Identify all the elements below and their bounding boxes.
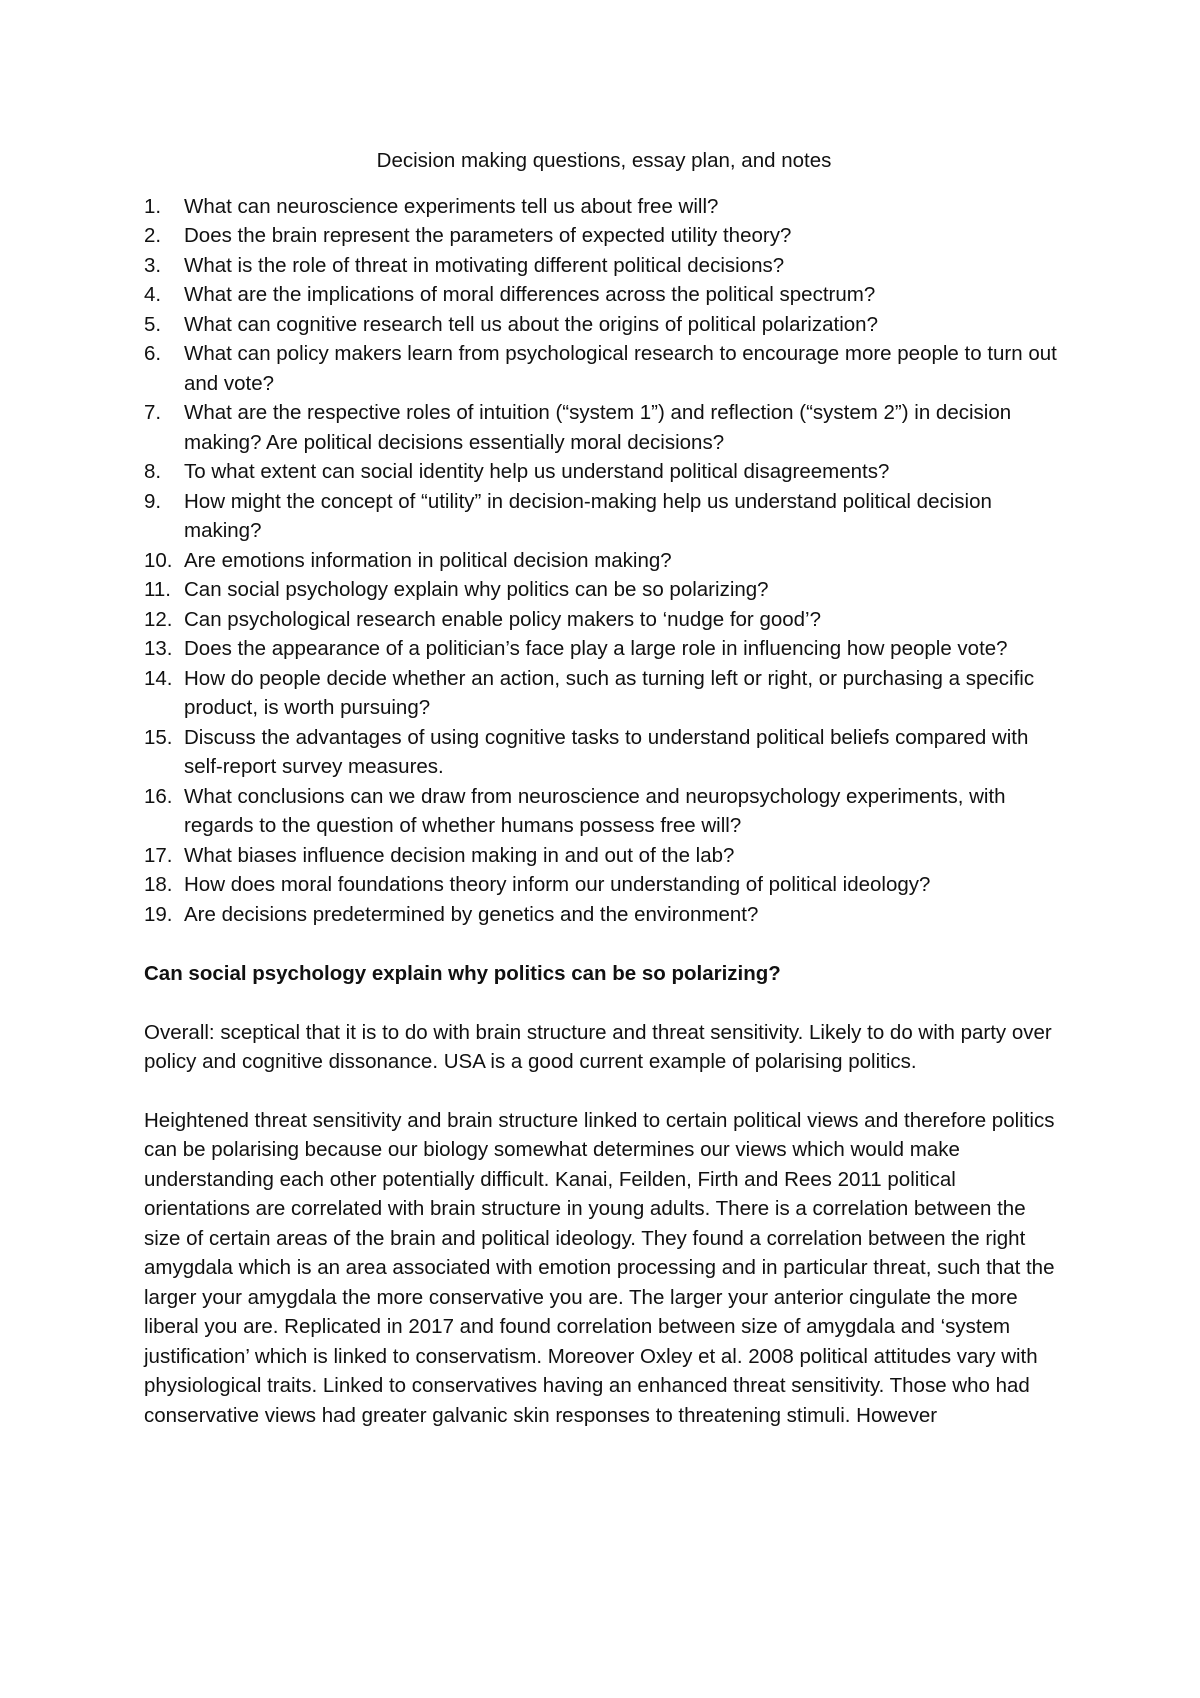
question-number: 10. [144,548,173,572]
question-item [144,723,1064,782]
question-text: What can cognitive research tell us about the origins of political polarization? [184,312,878,336]
question-item [144,664,1064,723]
question-number: 16. [144,784,173,808]
question-number: 5. [144,312,162,336]
question-number: 9. [144,489,162,513]
question-text: What are the respective roles of intuition (“system 1”) and reflection (“system 2”) in decision making? Are political decisions essentially moral decisions? [184,401,1012,454]
question-number: 19. [144,902,173,926]
question-text: Does the brain represent the parameters of expected utility theory? [184,224,792,247]
overall-paragraph: Overall: sceptical that it is to do with brain structure and threat sensitivity. Likely to do with party over policy and cognitive dissonance. USA is a good current example of polarising politics. [144,1020,1052,1073]
question-number: 13. [144,637,173,660]
document-page [144,146,1064,1430]
question-list [144,192,1064,930]
question-number: 11. [144,578,171,601]
question-text: To what extent can social identity help us understand political disagreements? [184,460,890,483]
question-text: What can neuroscience experiments tell us about free will? [184,194,719,218]
question-text: What is the role of threat in motivating different political decisions? [184,253,785,277]
question-text: Does the appearance of a politician’s face play a large role in influencing how people vote? [184,637,1008,660]
question-number: 17. [144,843,173,867]
question-number: 8. [144,460,162,483]
question-text: Are emotions information in political decision making? [184,548,672,572]
question-item [144,280,1064,310]
question-number: 18. [144,873,173,896]
question-text: Can psychological research enable policy makers to ‘nudge for good’? [184,607,822,631]
question-text: How might the concept of “utility” in decision-making help us understand political decision making? [184,489,992,542]
question-item [144,457,1064,487]
question-item [144,841,1064,871]
question-text: How does moral foundations theory inform our understanding of political ideology? [184,873,931,896]
body-paragraph: Heightened threat sensitivity and brain structure linked to certain political views and therefore politics can be polarising because our biology somewhat determines our views which would make understanding each other potentially difficult. Kanai, Feilden, Firth and Rees 2011 political orientations are correlated with brain structure in young adults. There is a correlation between the size of certain areas of the brain and political ideology. They found a correlation between the right amygdala which is an area associated with emotion processing and in particular threat, such that the larger your amygdala the more conservative you are. The larger your anterior cingulate the more liberal you are. Replicated in 2017 and found correlation between size of amygdala and ‘system justification’ which is linked to conservatism. Moreover Oxley et al. 2008 political attitudes vary with physiological traits. Linked to conservatives having an enhanced threat sensitivity. Those who had conservative views had greater galvanic skin responses to threatening stimuli. However [144,1108,1055,1427]
question-item [144,339,1064,398]
question-text: What biases influence decision making in and out of the lab? [184,843,735,867]
question-text: Are decisions predetermined by genetics and the environment? [184,902,759,926]
question-item [144,251,1064,281]
question-item [144,870,1064,900]
question-item [144,310,1064,340]
question-number: 4. [144,283,162,306]
document-title: Decision making questions, essay plan, and notes [376,149,832,172]
question-number: 12. [144,607,173,631]
section-heading: Can social psychology explain why politics can be so polarizing? [144,962,781,985]
question-number: 7. [144,401,162,424]
question-item [144,634,1064,664]
question-item [144,546,1064,576]
question-text: What are the implications of moral differences across the political spectrum? [184,283,876,306]
question-item [144,900,1064,930]
question-text: What can policy makers learn from psychological research to encourage more people to turn out and vote? [184,342,1057,395]
question-item [144,221,1064,251]
question-number: 15. [144,725,173,749]
question-item [144,398,1064,457]
question-number: 6. [144,342,162,365]
question-text: Discuss the advantages of using cognitive tasks to understand political beliefs compared with self-report survey measures. [184,725,1029,778]
question-item [144,575,1064,605]
question-text: How do people decide whether an action, such as turning left or right, or purchasing a specific product, is worth pursuing? [184,666,1035,719]
question-text: Can social psychology explain why politics can be so polarizing? [184,578,769,601]
question-number: 3. [144,253,162,277]
question-text: What conclusions can we draw from neuroscience and neuropsychology experiments, with regards to the question of whether humans possess free will? [184,784,1006,837]
question-item [144,487,1064,546]
question-item [144,782,1064,841]
question-number: 1. [144,194,162,218]
question-item [144,192,1064,222]
question-number: 2. [144,224,162,247]
question-number: 14. [144,666,173,690]
question-item [144,605,1064,635]
